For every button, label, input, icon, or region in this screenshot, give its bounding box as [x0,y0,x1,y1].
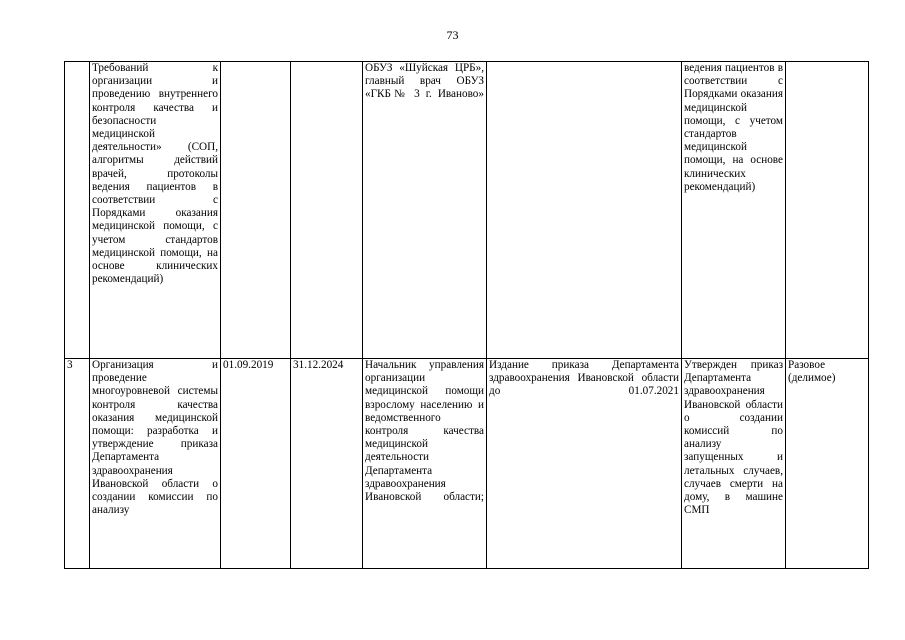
cell-characteristic [487,62,682,359]
cell-responsible: Начальник управления организации медицинской помощи взрослому населению и ведомственного контроля качества медицинской деятельности Департамента здравоохранения Ивановской области; [363,359,487,569]
cell-regularity [786,62,869,359]
cell-responsible: ОБУЗ «Шуйская ЦРБ», главный врач ОБУЗ «ГКБ№ 3 г. Иваново» [363,62,487,359]
page-number: 73 [446,28,459,42]
measures-table [64,61,869,569]
cell-characteristic: Издание приказа Департамента здравоохранения Ивановской области до 01.07.2021 [487,359,682,569]
cell-measure: Организация и проведение многоуровневой системы контроля качества оказания медицинской помощи: разработка и утверждение приказа Департамента здравоохранения Ивановской области о создании комиссии по анализу [90,359,221,569]
cell-result: Утвержден приказ Департамента здравоохранения Ивановской области о создании комиссий по анализу запущенных и летальных случаев, случаев смерти на дому, в машине СМП [682,359,786,569]
cell-number [65,62,90,359]
cell-end-date [291,62,363,359]
cell-measure: Требований к организации и проведению внутреннего контроля качества и безопасности медицинской деятельности» (СОП, алгоритмы действий врачей, протоколы ведения пациентов в соответствии с Порядками оказания медицинской помощи, с учетом стандартов медицинской помощи, на основе клинических рекомендаций) [90,62,221,359]
table-row [65,62,869,359]
cell-start-date: 01.09.2019 [221,359,291,569]
cell-regularity: Разовое (делимое) [786,359,869,569]
cell-start-date [221,62,291,359]
cell-result: ведения пациентов в соответствии с Порядками оказания медицинской помощи, с учетом стандартов медицинской помощи, на основе клинических рекомендаций) [682,62,786,359]
table-row [65,359,869,569]
cell-number: 3 [65,359,90,569]
cell-end-date: 31.12.2024 [291,359,363,569]
